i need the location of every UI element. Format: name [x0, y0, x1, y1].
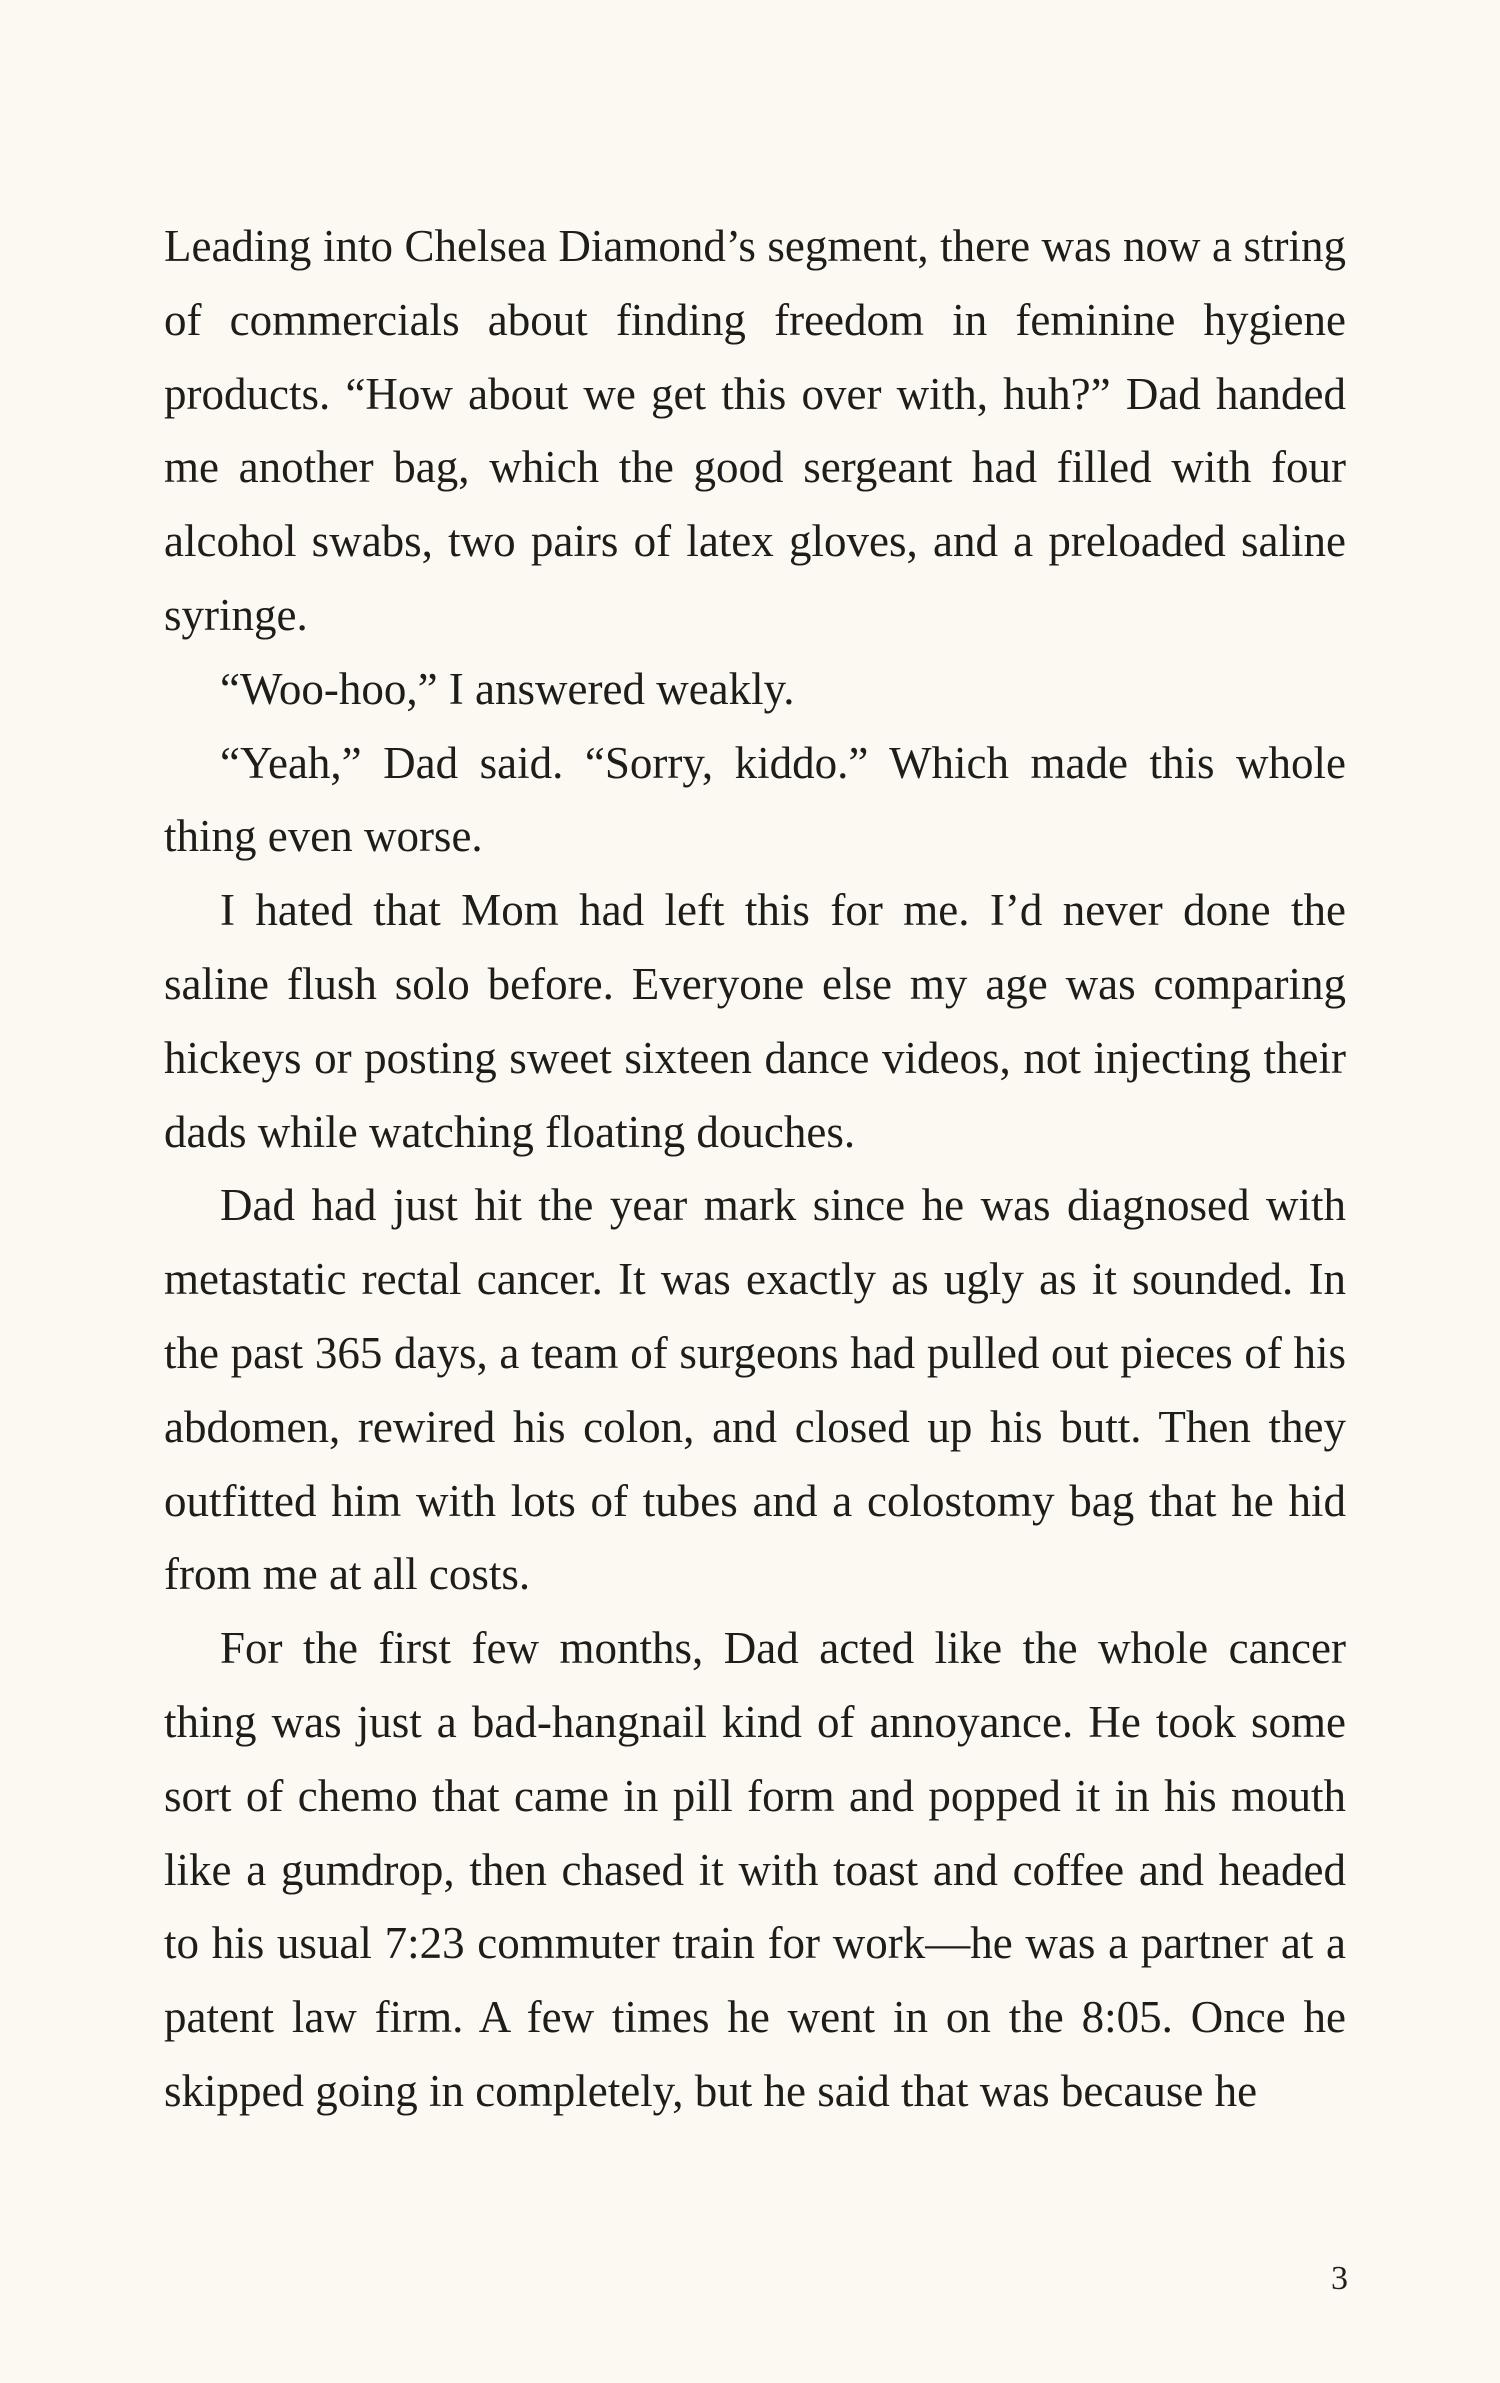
paragraph: “Woo-hoo,” I answered weakly. — [220, 663, 795, 714]
body-text — [164, 210, 1346, 2129]
paragraph: “Yeah,” Dad said. “Sorry, kiddo.” Which made this whole thing even worse. — [164, 737, 1346, 862]
paragraph: Leading into Chelsea Diamond’s segment, there was now a string of commercials about finding freedom in feminine hygiene products. “How about we get this over with, huh?” Dad handed me another bag, which the good sergeant had filled with four alcohol swabs, two pairs of latex gloves, and a preloaded saline syringe. — [164, 221, 1346, 640]
paragraph: Dad had just hit the year mark since he was diagnosed with metastatic rectal cancer. It was exactly as ugly as it sounded. In the past 365 days, a team of surgeons had pulled out pieces of his abdomen, rewired his colon, and closed up his butt. Then they outfitted him with lots of tubes and a colostomy bag that he hid from me at all costs. — [164, 1180, 1346, 1600]
paragraph: I hated that Mom had left this for me. I’d never done the saline flush solo before. Everyone else my age was comparing hickeys or posting sweet sixteen dance videos, not injecting their dads while watching floating douches. — [164, 885, 1346, 1157]
page-number: 3 — [1331, 2260, 1348, 2297]
paragraph: For the first few months, Dad acted like the whole cancer thing was just a bad-hangnail kind of annoyance. He took some sort of chemo that came in pill form and popped it in his mouth like a gumdrop, then chased it with toast and coffee and headed to his usual 7:23 commuter train for work—he was a partner at a patent law firm. A few times he went in on the 8:05. Once he skipped going in completely, but he said that was because he — [164, 1623, 1346, 2116]
